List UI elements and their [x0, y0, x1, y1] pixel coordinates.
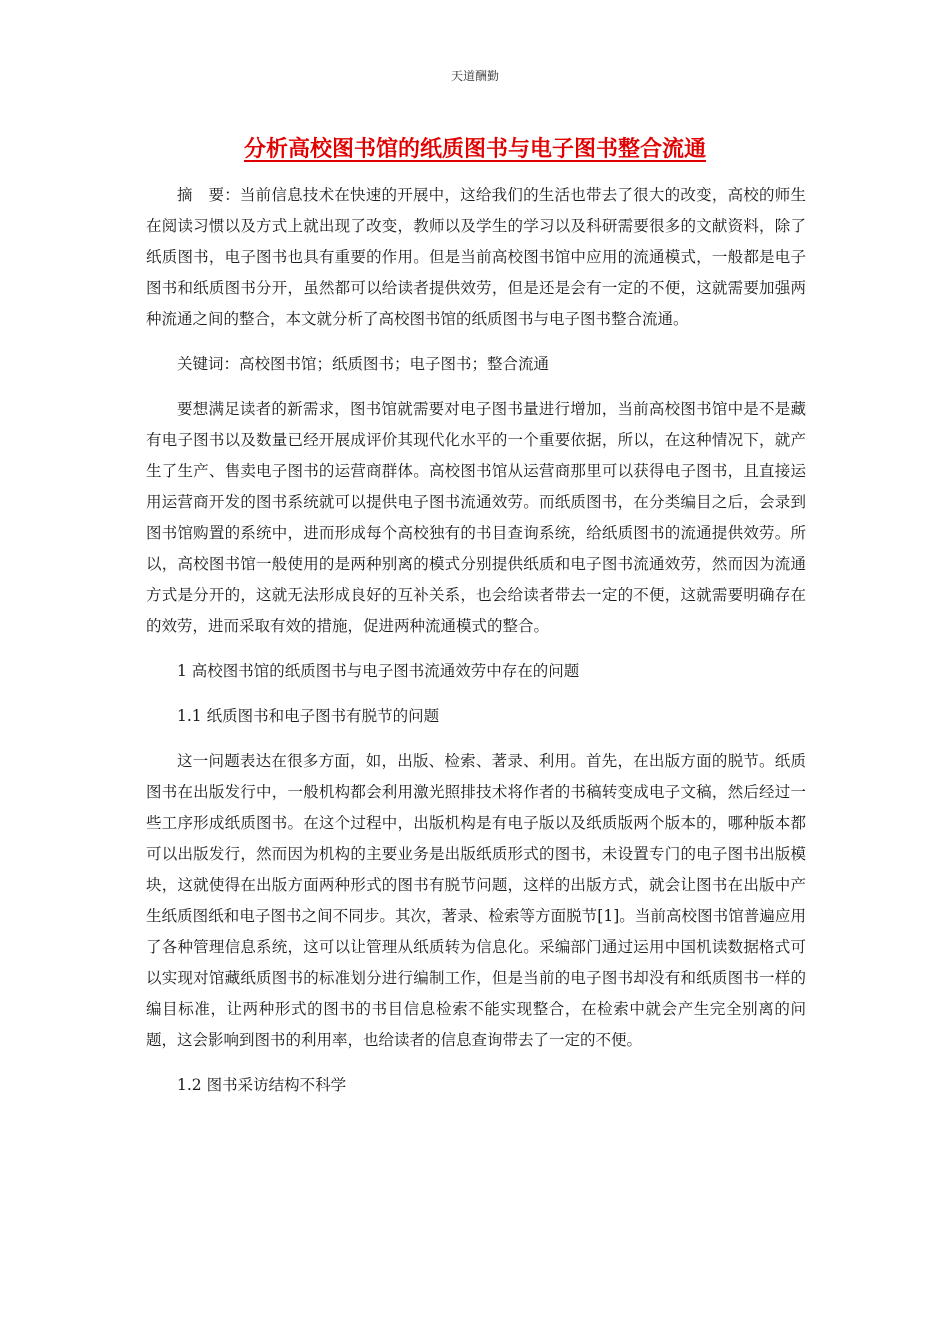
abstract-paragraph: 摘 要：当前信息技术在快速的开展中，这给我们的生活也带去了很大的改变，高校的师生在阅读习惯以及方式上就出现了改变，教师以及学生的学习以及科研需要很多的文献资料，除了纸质图书，电子图书也具有重要的作用。但是当前高校图书馆中应用的流通模式，一般都是电子图书和纸质图书分开，虽然都可以给读者提供效劳，但是还是会有一定的不便，这就需要加强两种流通之间的整合，本文就分析了高校图书馆的纸质图书与电子图书整合流通。 — [146, 186, 806, 328]
section-heading-1-1: 1.1 纸质图书和电子图书有脱节的问题 — [177, 707, 440, 725]
section-1-1-paragraph: 这一问题表达在很多方面，如，出版、检索、著录、利用。首先，在出版方面的脱节。纸质图书在出版发行中，一般机构都会利用激光照排技术将作者的书稿转变成电子文稿，然后经过一些工序形成纸质图书。在这个过程中，出版机构是有电子版以及纸质版两个版本的，哪种版本都可以出版发行，然而因为机构的主要业务是出版纸质形式的图书，未设置专门的电子图书出版模块，这就使得在出版方面两种形式的图书有脱节问题，这样的出版方式，就会让图书在出版中产生纸质图纸和电子图书之间不同步。其次，著录、检索等方面脱节[1]。当前高校图书馆普遍应用了各种管理信息系统，这可以让管理从纸质转为信息化。采编部门通过运用中国机读数据格式可以实现对馆藏纸质图书的标准划分进行编制工作，但是当前的电子图书却没有和纸质图书一样的编目标准，让两种形式的图书的书目信息检索不能实现整合，在检索中就会产生完全别离的问题，这会影响到图书的利用率，也给读者的信息查询带去了一定的不便。 — [146, 752, 806, 1049]
page-header: 天道酬勤 — [450, 69, 499, 83]
document-body — [146, 180, 806, 1101]
section-heading-1: 1 高校图书馆的纸质图书与电子图书流通效劳中存在的问题 — [177, 662, 580, 680]
section-heading-1-2: 1.2 图书采访结构不科学 — [177, 1076, 347, 1094]
intro-paragraph: 要想满足读者的新需求，图书馆就需要对电子图书量进行增加，当前高校图书馆中是不是藏有电子图书以及数量已经开展成评价其现代化水平的一个重要依据，所以，在这种情况下，就产生了生产、售卖电子图书的运营商群体。高校图书馆从运营商那里可以获得电子图书，且直接运用运营商开发的图书系统就可以提供电子图书流通效劳。而纸质图书，在分类编目之后，会录到图书馆购置的系统中，进而形成每个高校独有的书目查询系统，给纸质图书的流通提供效劳。所以，高校图书馆一般使用的是两种别离的模式分别提供纸质和电子图书流通效劳，然而因为流通方式是分开的，这就无法形成良好的互补关系，也会给读者带去一定的不便，这就需要明确存在的效劳，进而采取有效的措施，促进两种流通模式的整合。 — [146, 400, 806, 635]
document-title: 分析高校图书馆的纸质图书与电子图书整合流通 — [243, 137, 706, 162]
keywords-paragraph: 关键词：高校图书馆；纸质图书；电子图书；整合流通 — [177, 355, 550, 373]
